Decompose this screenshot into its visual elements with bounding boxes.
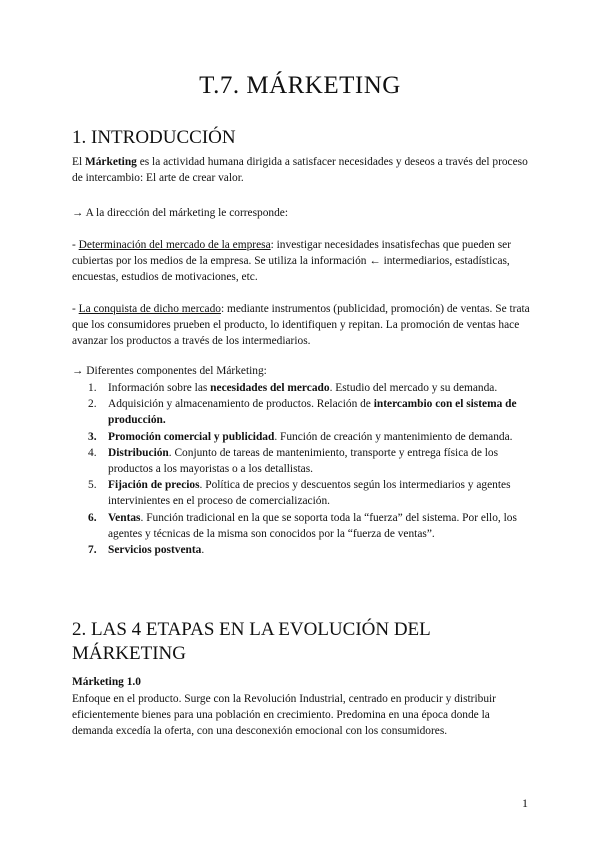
list-item: 6. Ventas. Función tradicional en la que se soporta toda la “fuerza” del sistema. Por ello, los agentes y técnicas de la misma son conocidos por la “fuerza de ventas”. xyxy=(88,511,517,540)
subsection-heading: Márketing 1.0 xyxy=(72,676,141,688)
page-title: T.7. MÁRKETING xyxy=(199,72,401,99)
arrow-line: → A la dirección del márketing le corresponde: xyxy=(72,207,289,219)
list-item: 4. Distribución. Conjunto de tareas de mantenimiento, transporte y entrega física de los productos a los mayoristas o a los detallistas. xyxy=(88,446,499,476)
intro-paragraph: El Márketing es la actividad humana dirigida a satisfacer necesidades y deseos a través del proceso de intercambio: El arte de crear valor. xyxy=(72,156,528,185)
section-2-heading: 2. LAS 4 ETAPAS EN LA EVOLUCIÓN DEL MÁRKETING xyxy=(72,619,431,664)
underlined-term: La conquista de dicho mercado xyxy=(78,303,221,315)
components-list xyxy=(72,380,530,558)
list-item: 1. Información sobre las necesidades del mercado. Estudio del mercado y su demanda. xyxy=(88,382,498,394)
paragraph-conquista: - La conquista de dicho mercado: mediante instrumentos (publicidad, promoción) de ventas. Se trata que los consumidores prueben el producto, lo identifiquen y repitan. La promoción de ventas hace avanzar los productos a través de los intermediarios. xyxy=(72,303,530,348)
subsection-paragraph: Enfoque en el producto. Surge con la Revolución Industrial, centrado en producir y distribuir eficientemente bienes para una población en crecimiento. Predomina en una época donde la demanda excedía la oferta, con una desconexión emocional con los consumidores. xyxy=(72,693,496,738)
components-intro: → Diferentes componentes del Márketing: xyxy=(72,365,267,377)
marketing-term: Márketing xyxy=(84,156,137,168)
underlined-term: Determinación del mercado de la empresa xyxy=(78,239,271,251)
page-number: 1 xyxy=(522,796,528,810)
list-item: 2. Adquisición y almacenamiento de productos. Relación de intercambio con el sistema de producción. xyxy=(88,398,517,427)
section-1-heading: 1. INTRODUCCIÓN xyxy=(72,127,236,148)
list-item: 5. Fijación de precios. Política de precios y descuentos según los intermediarios y agentes intervinientes en el proceso de comercialización. xyxy=(88,479,511,508)
list-item: 3. Promoción comercial y publicidad. Función de creación y mantenimiento de demanda. xyxy=(88,430,513,443)
paragraph-determinacion: - Determinación del mercado de la empresa: investigar necesidades insatisfechas que pueden ser cubiertas por los medios de la empresa. Se utiliza la información ← intermediarios, estadísticas, encuestas, estudios de motivaciones, etc. xyxy=(72,239,512,284)
list-item: 7. Servicios postventa. xyxy=(88,544,205,557)
